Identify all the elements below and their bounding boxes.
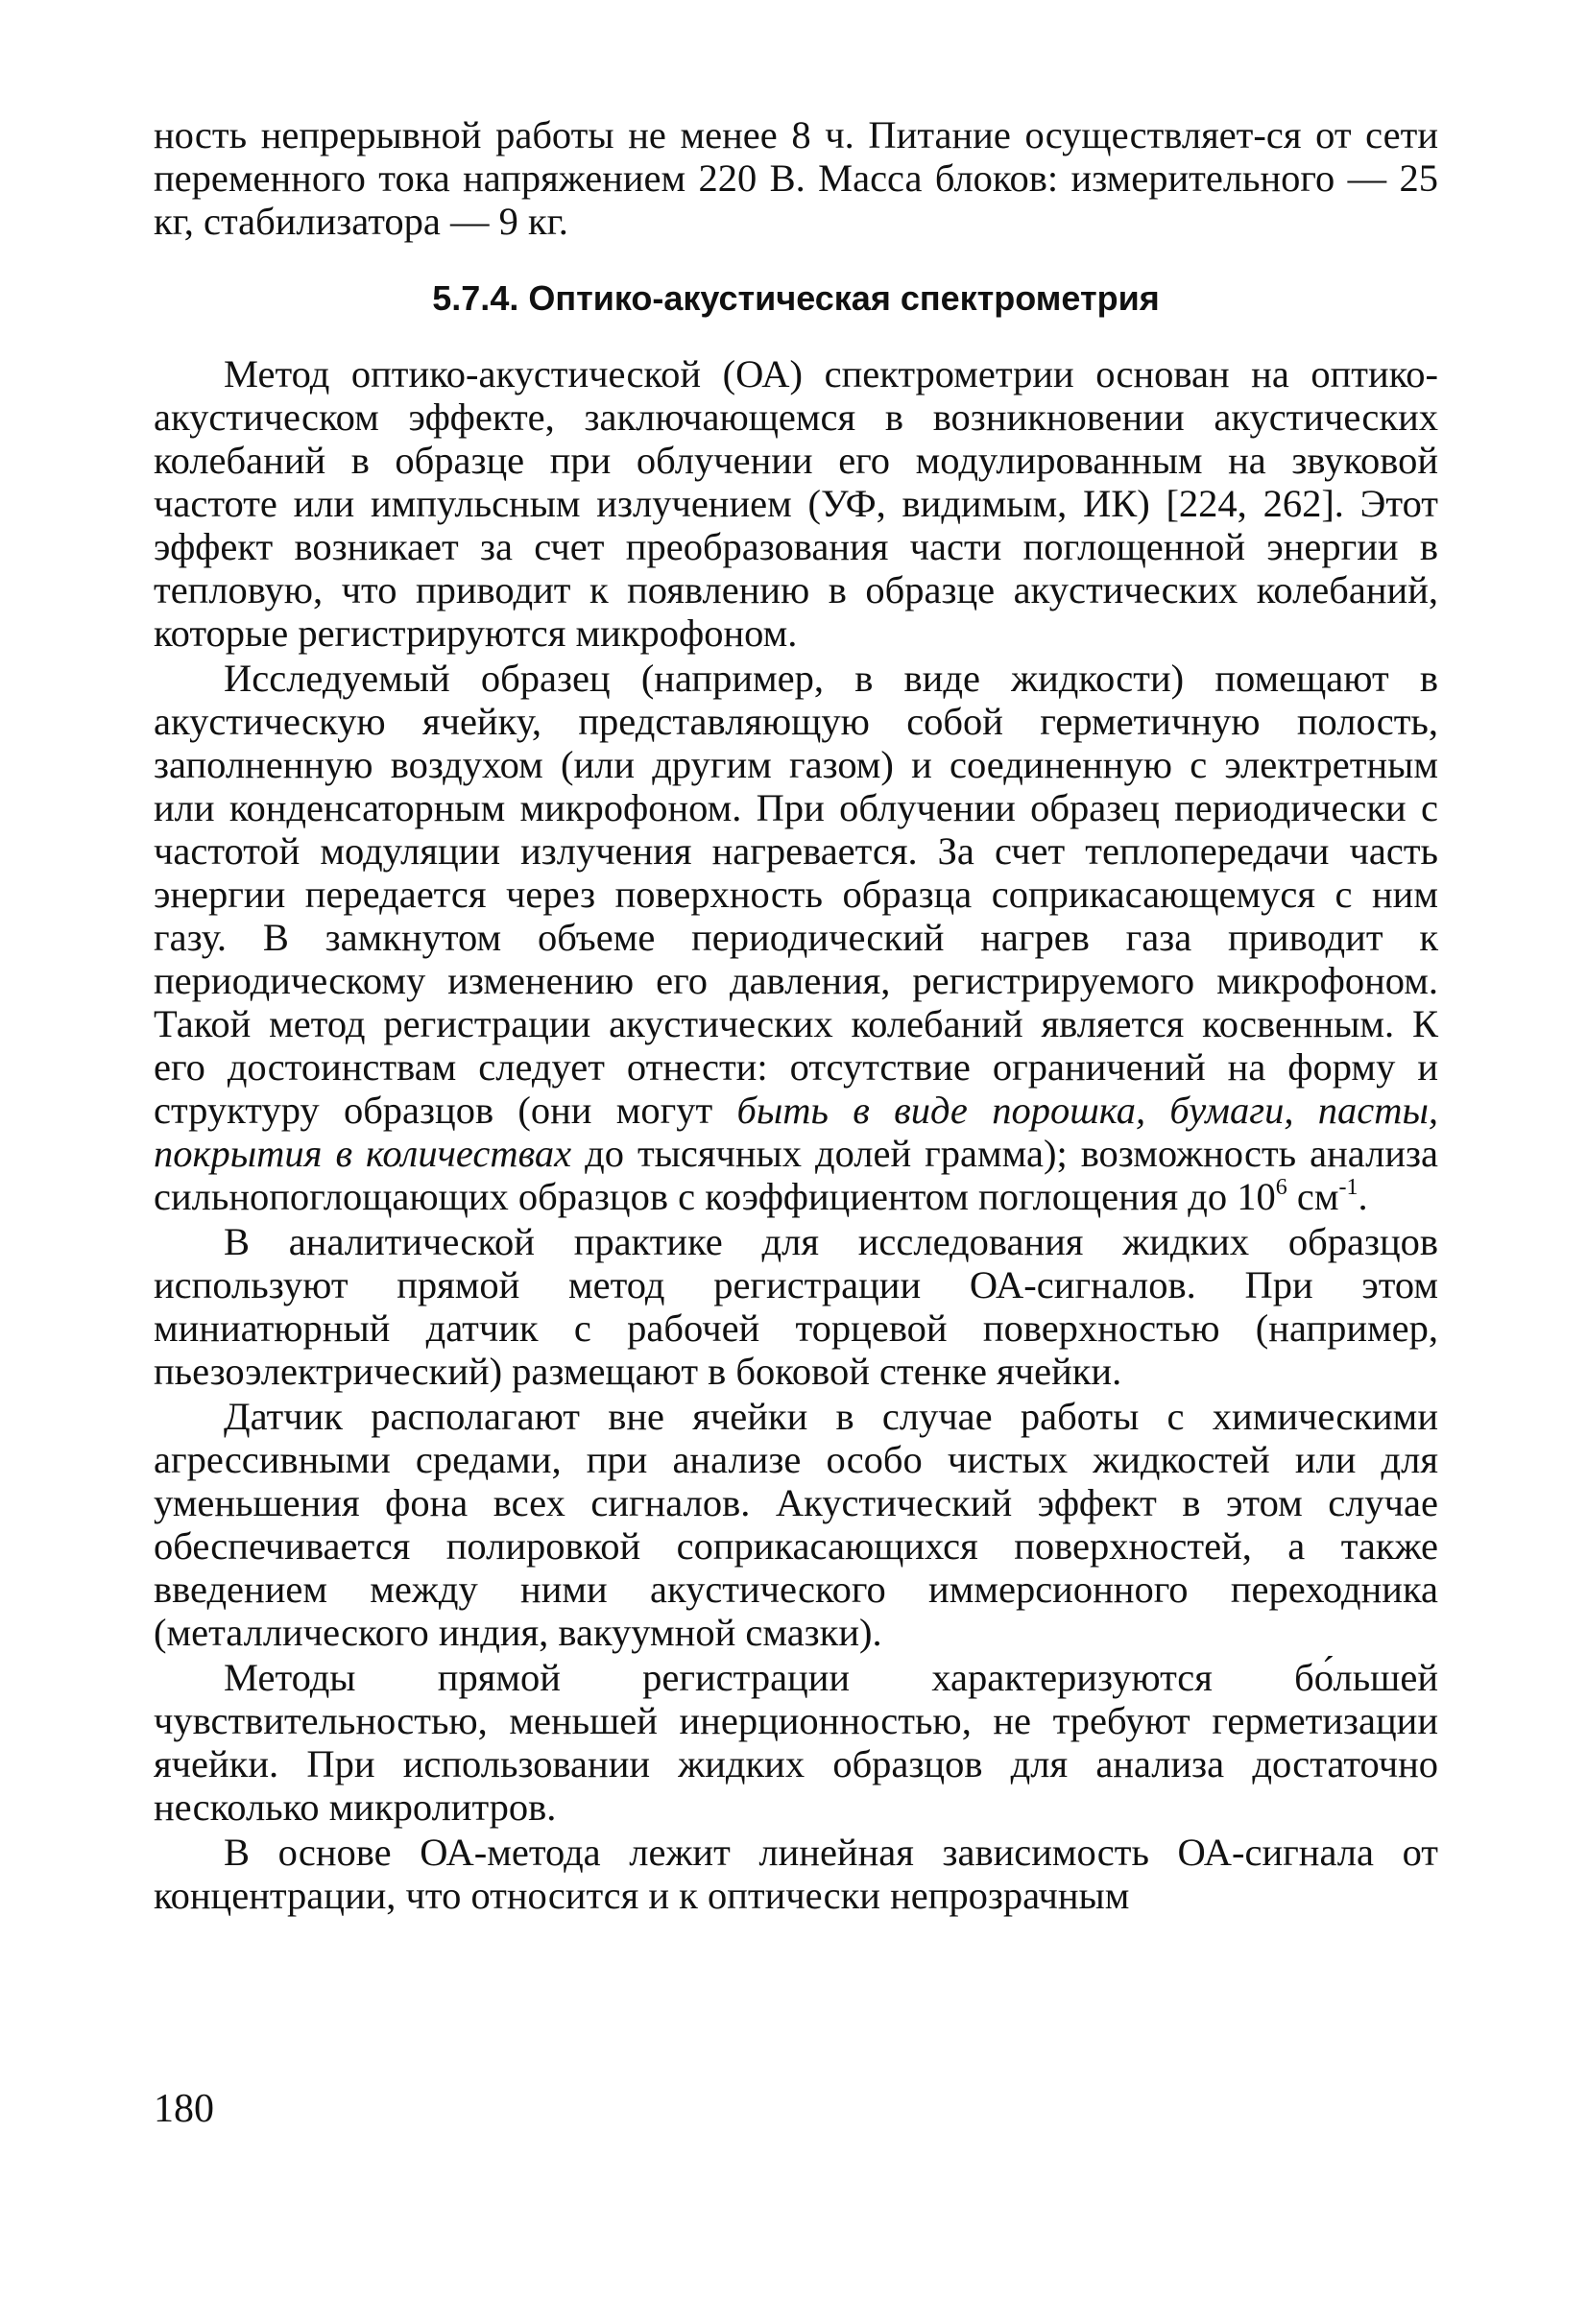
paragraph-2-text-b: до тысячных долей грамма); возможность анализа сильнопоглощающих образцов с коэффициентом поглощения до 10: [154, 1132, 1438, 1218]
paragraph-1: Метод оптико-акустической (ОА) спектрометрии основан на оптико-акустическом эффекте, заключающемся в возникновении акустических колебаний в образце при облучении его модулированным на звуковой частоте или импульсным излучением (УФ, видимым, ИК) [224, 262]. Этот эффект возникает за счет преобразования части поглощенной энергии в тепловую, что приводит к появлению в образце акустических колебаний, которые регистрируются микрофоном.: [154, 352, 1438, 655]
exponent-minus-one: -1: [1338, 1175, 1359, 1200]
paragraph-2-italic: быть в виде порошка, бумаги, пасты, покрытия в количествах: [154, 1089, 1439, 1175]
unit-cm: см: [1296, 1175, 1339, 1218]
page-number: 180: [154, 2087, 214, 2131]
paragraph-2: [154, 657, 1438, 1218]
paragraph-3: В аналитической практике для исследования жидких образцов используют прямой метод регистрации ОА-сигналов. При этом миниатюрный датчик с рабочей торцевой поверхностью (например, пьезоэлектрический) размещают в боковой стенке ячейки.: [154, 1220, 1438, 1393]
continuation-paragraph: ность непрерывной работы не менее 8 ч. Питание осуществляет-ся от сети переменного тока напряжением 220 В. Масса блоков: измерительного — 25 кг, стабилизатора — 9 кг.: [154, 113, 1438, 243]
page-body: [154, 113, 1438, 1917]
exponent-six: 6: [1275, 1175, 1287, 1200]
paragraph-2-end: .: [1358, 1175, 1368, 1218]
paragraph-4: Датчик располагают вне ячейки в случае работы с химическими агрессивными средами, при анализе особо чистых жидкостей или для уменьшения фона всех сигналов. Акустический эффект в этом случае обеспечивается полировкой соприкасающихся поверхностей, а также введением между ними акустического иммерсионного переходника (металлического индия, вакуумной смазки).: [154, 1395, 1438, 1654]
paragraph-5: Методы прямой регистрации характеризуются бо́льшей чувствительностью, меньшей инерционностью, не требуют герметизации ячейки. При использовании жидких образцов для анализа достаточно несколько микролитров.: [154, 1656, 1438, 1829]
section-heading: 5.7.4. Оптико-акустическая спектрометрия: [432, 278, 1160, 318]
paragraph-6: В основе ОА-метода лежит линейная зависимость ОА-сигнала от концентрации, что относится и к оптически непрозрачным: [154, 1831, 1438, 1917]
paragraph-2-text-a: Исследуемый образец (например, в виде жидкости) помещают в акустическую ячейку, представляющую собой герметичную полость, заполненную воздухом (или другим газом) и соединенную с электретным или конденсаторным микрофоном. При облучении образец периодически с частотой модуляции излучения нагревается. За счет теплопередачи часть энергии передается через поверхность образца соприкасающемуся с ним газу. В замкнутом объеме периодический нагрев газа приводит к периодическому изменению его давления, регистрируемого микрофоном. Такой метод регистрации акустических колебаний является косвенным. К его достоинствам следует отнести: отсутствие ограничений на форму и структуру образцов (они могут: [154, 657, 1438, 1132]
